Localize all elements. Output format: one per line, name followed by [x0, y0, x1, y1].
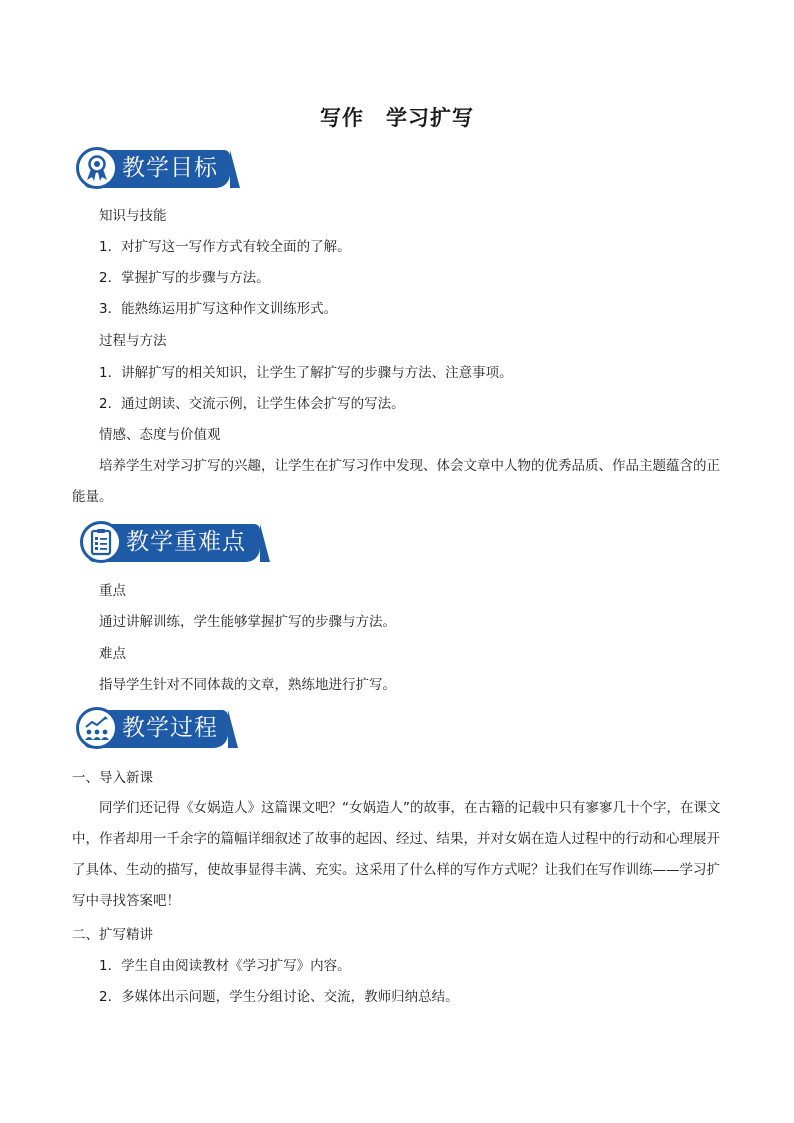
process-heading: 教学过程: [122, 715, 218, 741]
part2-item-1: 1．学生自由阅读教材《学习扩写》内容。: [99, 958, 351, 974]
knowledge-item-3: 3．能熟练运用扩写这种作文训练形式。: [99, 301, 338, 317]
key-points-heading: 教学重难点: [126, 529, 246, 555]
process-item-1: 1．讲解扩写的相关知识，让学生了解扩写的步骤与方法、注意事项。: [99, 365, 513, 381]
key-points-banner: [80, 522, 270, 564]
clipboard-checklist-icon: [80, 521, 122, 563]
emotion-title: 情感、态度与价值观: [99, 427, 221, 443]
award-ribbon-icon: [76, 147, 118, 189]
emotion-paragraph: 培养学生对学习扩写的兴趣，让学生在扩写习作中发现、体会文章中人物的优秀品质、作品主题蕴含的正能量。: [72, 458, 720, 505]
difficulty-title: 难点: [99, 646, 126, 662]
process-title: 过程与方法: [99, 333, 167, 349]
part2-title: 二、扩写精讲: [72, 927, 153, 943]
process-banner: [76, 708, 236, 750]
knowledge-title: 知识与技能: [99, 208, 167, 224]
people-growth-chart-icon: [76, 707, 118, 749]
difficulty-text: 指导学生针对不同体裁的文章，熟练地进行扩写。: [99, 677, 396, 693]
objectives-heading: 教学目标: [122, 155, 218, 181]
part2-item-2: 2．多媒体出示问题，学生分组讨论、交流，教师归纳总结。: [99, 989, 459, 1005]
focus-title: 重点: [99, 583, 126, 599]
part1-title: 一、导入新课: [72, 770, 153, 786]
process-item-2: 2．通过朗读、交流示例，让学生体会扩写的写法。: [99, 396, 405, 412]
page-title: 写作 学习扩写: [320, 105, 474, 130]
knowledge-item-1: 1．对扩写这一写作方式有较全面的了解。: [99, 239, 351, 255]
part1-paragraph: 同学们还记得《女娲造人》这篇课文吧？“女娲造人”的故事，在古籍的记载中只有寥寥几十个字，在课文中，作者却用一千余字的篇幅详细叙述了故事的起因、经过、结果，并对女娲在造人过程中的行动和心理展开了具体、生动的描写，使故事显得丰满、充实。这采用了什么样的写作方式呢？让我们在写作训练——学习扩写中寻找答案吧！: [72, 800, 721, 909]
objectives-banner: [76, 148, 238, 190]
knowledge-item-2: 2．掌握扩写的步骤与方法。: [99, 270, 270, 286]
focus-text: 通过讲解训练，学生能够掌握扩写的步骤与方法。: [99, 614, 396, 630]
